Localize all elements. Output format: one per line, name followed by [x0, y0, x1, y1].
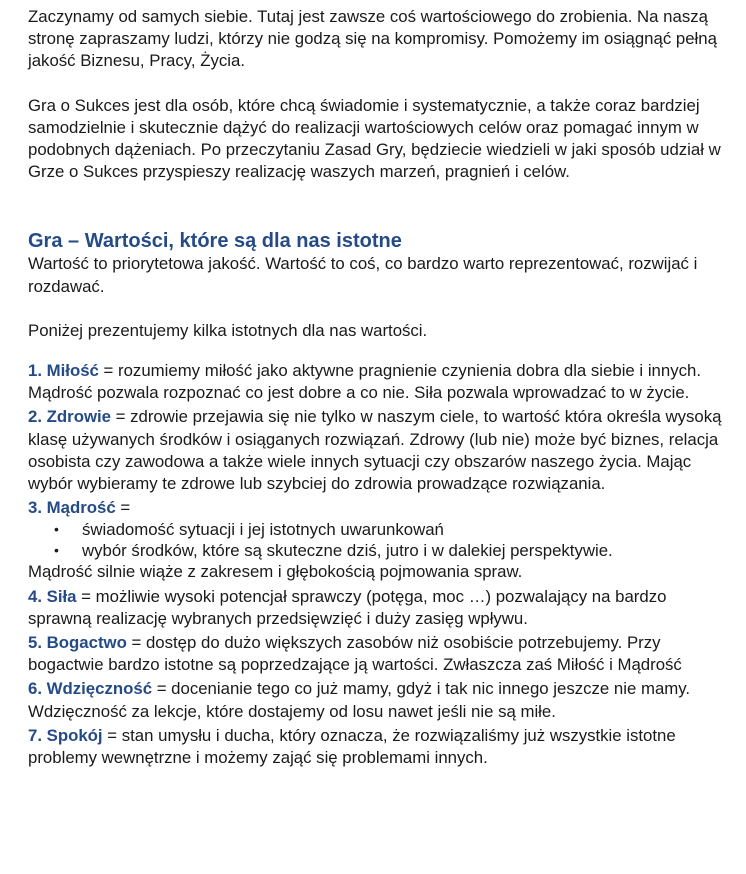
value-term: 5. Bogactwo	[28, 633, 127, 653]
value-item-gratitude	[28, 678, 728, 722]
value-item-health	[28, 406, 728, 495]
intro-paragraph-2: Gra o Sukces jest dla osób, które chcą świadomie i systematycznie, a także coraz bardziej samodzielnie i skutecznie dążyć do realizacji wartościowych celów oraz pomagać innym w podobnych dążeniach. Po przeczytaniu Zasad Gry, będziecie wiedzieli w jaki sposób udział w Grze o Sukces przyspieszy realizację waszych marzeń, pragnień i celów.	[28, 95, 721, 182]
value-text: = stan umysłu i ducha, który oznacza, że rozwiązaliśmy już wszystkie istotne problemy wewnętrzne i możemy zająć się problemami innych.	[28, 725, 676, 768]
list-item	[28, 519, 728, 540]
value-text: = rozumiemy miłość jako aktywne pragnienie czynienia dobra dla siebie i innych. Mądrość pozwala rozpoznać co jest dobre a co nie. Siła pozwala wprowadzać to w życie.	[28, 361, 701, 403]
bullet-text: świadomość sytuacji i jej istotnych uwarunkowań	[82, 520, 444, 540]
value-term: 6. Wdzięczność	[28, 679, 153, 699]
value-text: = dostęp do dużo większych zasobów niż osobiście potrzebujemy. Przy bogactwie bardzo istotne są poprzedzające ją wartości. Zwłaszcza zaś Miłość i Mądrość	[28, 633, 682, 675]
value-item-wealth	[28, 632, 728, 676]
section-paragraph-1: Wartość to priorytetowa jakość. Wartość to coś, co bardzo warto reprezentować, rozwijać i rozdawać.	[28, 254, 698, 296]
bullet-text: wybór środków, które są skuteczne dziś, jutro i w dalekiej perspektywie.	[82, 541, 613, 561]
value-term: 2. Zdrowie	[28, 407, 111, 427]
value-text: = możliwie wysoki potencjał sprawczy (potęga, moc …) pozwalający na bardzo sprawną realizację wybranych przedsięwzięć i duży zasięg wpływu.	[28, 586, 667, 628]
list-item	[28, 540, 728, 561]
value-text: = zdrowie przejawia się nie tylko w naszym ciele, to wartość która określa wysoką klasę używanych środków i osiąganych rozwiązań. Zdrowy (lub nie) może być biznes, relacja osobista czy zawodowa a także wiele innych sytuacji czy obszarów naszego życia. Mając wybór wybieramy te zdrowe lub szybciej do zdrowia prowadzące rozwiązania.	[28, 407, 722, 494]
intro-paragraph-1: Zaczynamy od samych siebie. Tutaj jest zawsze coś wartościowego do zrobienia. Na naszą stronę zapraszamy ludzi, którzy nie godzą się na kompromisy. Pomożemy im osiągnąć pełną jakość Biznesu, Pracy, Życia.	[28, 7, 717, 71]
value-item-wisdom	[28, 497, 728, 583]
bullet-icon: •	[54, 521, 59, 538]
section-heading: Gra – Wartości, które są dla nas istotne	[28, 230, 402, 253]
value-term: 3. Mądrość	[28, 498, 116, 518]
value-term: 1. Miłość	[28, 361, 99, 381]
value-text: =	[115, 498, 131, 518]
value-item-love	[28, 360, 728, 404]
wisdom-after-text: Mądrość silnie wiąże z zakresem i głębokością pojmowania spraw.	[28, 562, 523, 582]
value-item-strength	[28, 586, 728, 630]
section-paragraph-2: Poniżej prezentujemy kilka istotnych dla nas wartości.	[28, 320, 428, 340]
document-page	[28, 6, 728, 771]
value-term: 7. Spokój	[28, 725, 103, 745]
value-text: = docenianie tego co już mamy, gdyż i tak nic innego jeszcze nie mamy. Wdzięczność za lekcje, które dostajemy od losu nawet jeśli nie są miłe.	[28, 679, 691, 721]
value-item-peace	[28, 725, 728, 769]
bullet-icon: •	[54, 542, 59, 559]
value-term: 4. Siła	[28, 586, 77, 606]
wisdom-bullet-list	[28, 519, 728, 561]
